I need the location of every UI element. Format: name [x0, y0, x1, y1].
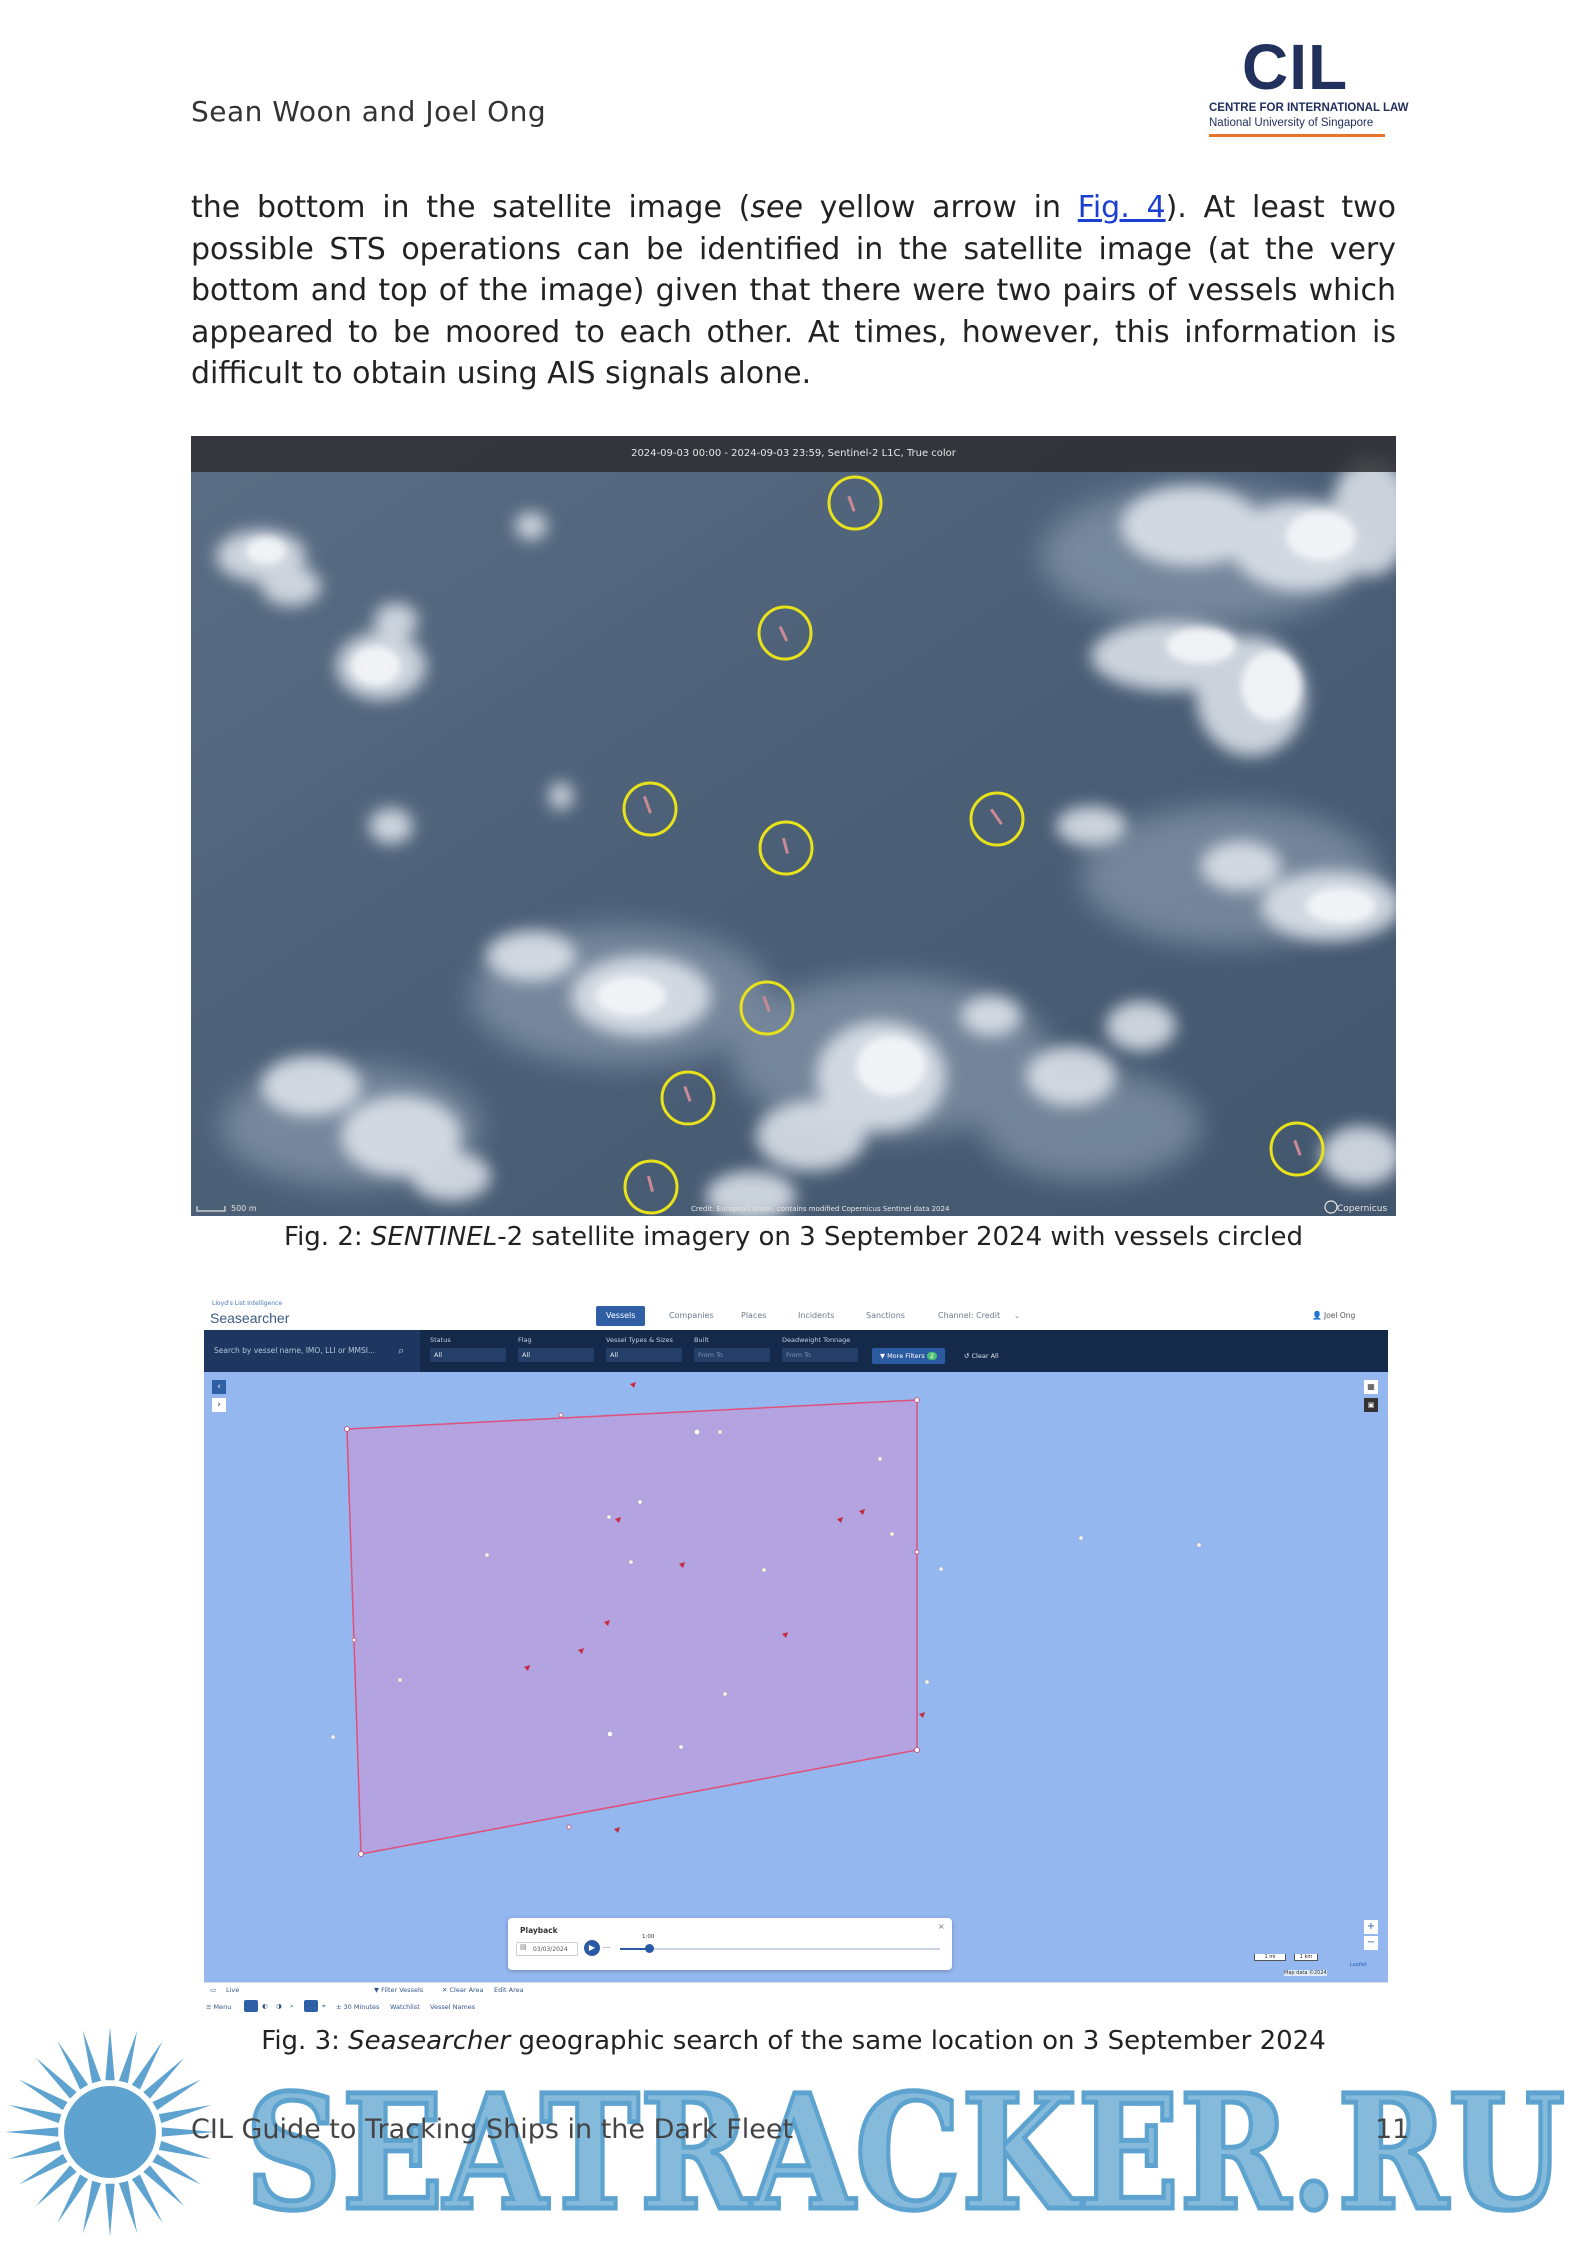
satellite-imagery-svg: [191, 436, 1396, 1216]
playback-date-input[interactable]: 03/03/2024: [516, 1942, 578, 1956]
sun-ray: [5, 2127, 58, 2136]
cil-logo-mark: CIL: [1242, 31, 1349, 103]
interval-select[interactable]: ± 30 Minutes: [336, 2003, 380, 2011]
cap3-rest: geographic search of the same location on 3 September 2024: [510, 2026, 1326, 2056]
cap3-italic: Seasearcher: [348, 2026, 511, 2056]
seasearcher-screenshot: [204, 1292, 1388, 2017]
sun-ray: [105, 2027, 114, 2080]
sun-ray: [83, 2181, 101, 2234]
seasearcher-filter-bar: [204, 1330, 1388, 1372]
map-attribution: Map data ©2024: [1284, 1970, 1327, 1976]
filter-flag-select[interactable]: All: [518, 1348, 594, 1362]
cap3-prefix: Fig. 3:: [261, 2026, 349, 2056]
seasearcher-map[interactable]: [204, 1372, 1388, 1982]
sun-ray: [105, 2184, 114, 2237]
map-svg[interactable]: [204, 1372, 1388, 1982]
playback-time: 1:00: [642, 1934, 655, 1940]
seasearcher-navbar: [204, 1292, 1388, 1330]
grid-layers-icon[interactable]: ▦: [1364, 1380, 1378, 1394]
clear-all-label: Clear All: [971, 1352, 999, 1360]
search-icon[interactable]: ⌕: [398, 1344, 405, 1357]
sun-ray: [83, 2031, 101, 2084]
filter-built-range[interactable]: From To: [694, 1348, 770, 1362]
para-text-b: yellow arrow in: [802, 190, 1078, 225]
pin-tool-icon[interactable]: ⌖: [322, 2002, 326, 2010]
figure-2-caption: [191, 1222, 1396, 1252]
filter-status-select[interactable]: All: [430, 1348, 506, 1362]
calendar-icon: ▤: [520, 1943, 527, 1951]
zoom-out-button[interactable]: −: [1364, 1936, 1378, 1950]
watchlist-button[interactable]: Watchlist: [390, 2003, 420, 2011]
filter-vessel-types-select[interactable]: All: [606, 1348, 682, 1362]
basemap-icon[interactable]: ▣: [1364, 1398, 1378, 1412]
cap2-italic: SENTINEL: [370, 1222, 498, 1252]
scale-mi: 1 mi: [1254, 1954, 1286, 1961]
filter-dwt-label: Deadweight Tonnage: [782, 1336, 851, 1344]
cap2-prefix: Fig. 2:: [284, 1222, 371, 1252]
para-text-a: the bottom in the satellite image (: [191, 190, 751, 225]
seasearcher-bottom-bar: [204, 1982, 1388, 2017]
edit-area-button[interactable]: Edit Area: [494, 1986, 524, 1994]
filter-flag-label: Flag: [518, 1336, 532, 1344]
sun-ray: [9, 2105, 62, 2123]
playback-scrub-icon: ─·─: [603, 1946, 610, 1951]
sun-ray: [119, 2031, 137, 2084]
live-label[interactable]: Live: [226, 1986, 240, 1994]
filter-icon: ▼: [880, 1352, 888, 1360]
user-icon: 👤: [1312, 1311, 1322, 1320]
expand-panel-chevron-right-icon[interactable]: ›: [212, 1398, 226, 1412]
user-name[interactable]: Joel Ong: [1324, 1311, 1356, 1320]
playback-slider-fill: [620, 1948, 648, 1950]
clear-area-button[interactable]: [442, 1986, 484, 1994]
clear-x-icon: ✕: [442, 1986, 450, 1994]
search-area-polygon[interactable]: [347, 1400, 917, 1854]
live-icon: ▭: [210, 1986, 217, 1994]
filter-vessel-types-label: Vessel Types & Sizes: [606, 1336, 673, 1344]
satellite-image: [191, 436, 1396, 1216]
playback-title: Playback: [520, 1926, 558, 1935]
cil-logo-line2: National University of Singapore: [1209, 117, 1374, 129]
collapse-panel-chevron-left-icon[interactable]: ‹: [212, 1380, 226, 1394]
layer-tool-icon[interactable]: ◐: [262, 2002, 268, 2010]
tab-places[interactable]: Places: [741, 1311, 767, 1320]
filter-vessels-button[interactable]: [374, 1986, 423, 1994]
tab-incidents[interactable]: Incidents: [798, 1311, 835, 1320]
sun-ray: [9, 2141, 62, 2159]
filter-built-label: Built: [694, 1336, 709, 1344]
more-filters-label: More Filters: [887, 1352, 925, 1360]
weather-tool-icon[interactable]: ◑: [276, 2002, 282, 2010]
filter-status-label: Status: [430, 1336, 451, 1344]
playback-panel: [508, 1918, 952, 1970]
cap2-rest: -2 satellite imagery on 3 September 2024 with vessels circled: [497, 1222, 1303, 1252]
menu-button[interactable]: [206, 2003, 231, 2011]
para-see: see: [750, 190, 803, 225]
clear-area-label: Clear Area: [449, 1986, 484, 1994]
undo-icon: ↺: [964, 1352, 972, 1360]
menu-label: Menu: [213, 2003, 232, 2011]
playback-slider-track[interactable]: [620, 1948, 940, 1950]
funnel-icon: ▼: [374, 1986, 382, 1994]
seasearcher-logo: Seasearcher: [210, 1310, 290, 1326]
scale-text: 500 m: [231, 1204, 257, 1213]
playback-slider-handle[interactable]: [645, 1944, 654, 1953]
tab-vessels[interactable]: Vessels: [596, 1306, 645, 1326]
timeline-tool-icon[interactable]: [304, 2000, 318, 2012]
play-button[interactable]: ▶: [584, 1940, 600, 1956]
watermark-text-fill: SEATRACKER.RU: [245, 2061, 1565, 2245]
pointer-tool-icon[interactable]: [244, 2000, 258, 2012]
body-paragraph: [191, 187, 1396, 395]
vessel-names-toggle[interactable]: Vessel Names: [430, 2003, 476, 2011]
channel-chevron-down-icon[interactable]: ⌄: [1014, 1312, 1020, 1320]
lloyds-list-label: Lloyd's List Intelligence: [212, 1300, 283, 1307]
playback-close-icon[interactable]: ×: [938, 1922, 945, 1931]
copernicus-text: Copernicus: [1337, 1204, 1388, 1214]
cil-logo-line1: CENTRE FOR INTERNATIONAL LAW: [1209, 102, 1409, 114]
satellite-header-bar: 2024-09-03 00:00 - 2024-09-03 23:59, Sentinel-2 L1C, True color: [191, 436, 1396, 472]
cil-logo-rule: [1209, 134, 1385, 137]
leaflet-link[interactable]: Leaflet: [1350, 1962, 1368, 1968]
running-header-authors: Sean Woon and Joel Ong: [191, 95, 547, 128]
footer-title: CIL Guide to Tracking Ships in the Dark Fleet: [191, 2114, 794, 2145]
watermark-text: SEATRACKER.RU: [245, 2061, 1565, 2245]
more-filters-button[interactable]: [872, 1348, 945, 1364]
page-number: 11: [1375, 2114, 1410, 2145]
filter-vessels-label: Filter Vessels: [381, 1986, 424, 1994]
search-tool-icon[interactable]: ⌕: [290, 2002, 294, 2010]
vessel-search-input[interactable]: Search by vessel name, IMO, LLI or MMSI...: [204, 1330, 420, 1372]
satellite-credit: Credit: European Union, contains modified Copernicus Sentinel data 2024: [691, 1205, 950, 1213]
tab-companies[interactable]: Companies: [669, 1311, 714, 1320]
sun-icon: [5, 2027, 215, 2237]
zoom-in-button[interactable]: +: [1364, 1920, 1378, 1934]
sun-ray: [119, 2181, 137, 2234]
fig4-link[interactable]: Fig. 4: [1077, 190, 1166, 225]
para-text-c: ). At least two possible STS operations can be identified in the satellite image (at the very bottom and top of the image) given that there were two pairs of vessels which appeared to be moored to each other. At times, however, this information is difficult to obtain using AIS signals alone.: [191, 190, 1396, 391]
hamburger-icon: ≡: [206, 2003, 214, 2011]
more-filters-count: 2: [927, 1352, 937, 1360]
tab-channel[interactable]: Channel: Credit: [938, 1311, 1001, 1320]
scale-km: 1 km: [1294, 1954, 1318, 1961]
tab-sanctions[interactable]: Sanctions: [866, 1311, 905, 1320]
filter-dwt-range[interactable]: From To: [782, 1348, 858, 1362]
clear-all-button[interactable]: [964, 1348, 999, 1364]
cil-logo: [1200, 30, 1409, 140]
